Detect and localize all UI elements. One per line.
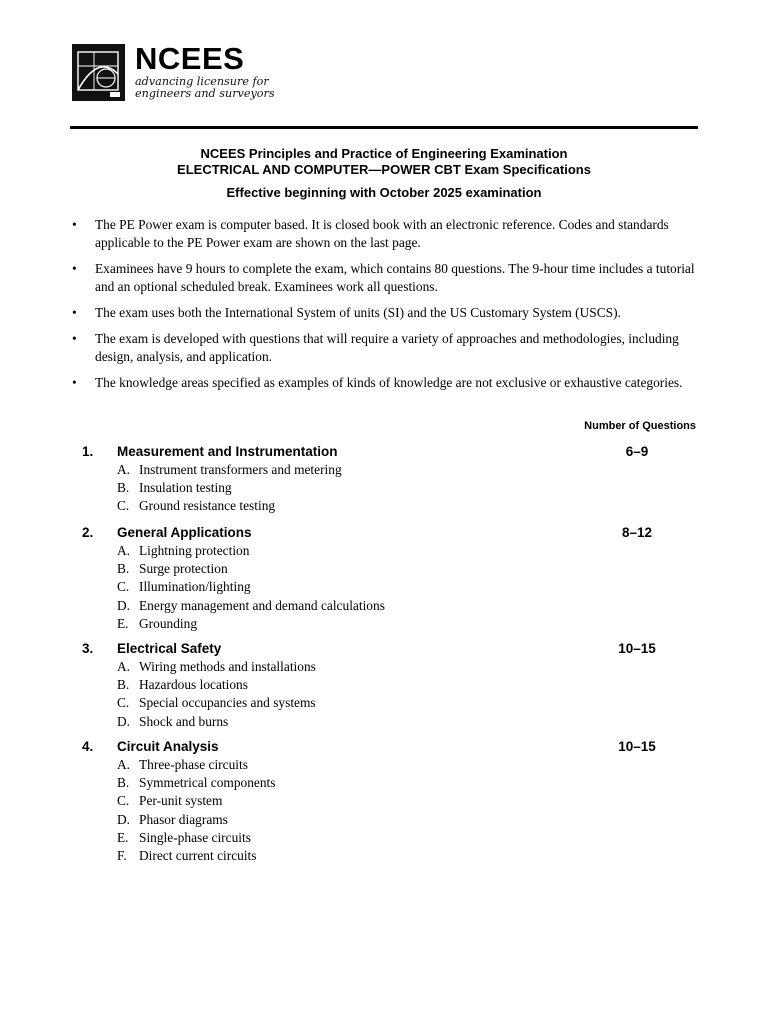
bullet-text: The knowledge areas specified as examples of kinds of knowledge are not exclusive or exhaustive categories.: [95, 375, 683, 390]
list-item: [82, 792, 698, 810]
bullet-text: The exam is developed with questions that will require a variety of approaches and methodologies, including design, analysis, and application.: [95, 331, 679, 364]
item-text: Insulation testing: [139, 480, 232, 496]
bullet-text: The PE Power exam is computer based. It is closed book with an electronic reference. Codes and standards applicable to the PE Power exam are shown on the last page.: [95, 217, 669, 250]
item-text: Energy management and demand calculations: [139, 597, 385, 613]
list-item: [82, 560, 698, 578]
item-letter: C.: [117, 498, 130, 514]
item-text: Surge protection: [139, 561, 228, 577]
bullet-item: [70, 374, 698, 392]
item-text: Ground resistance testing: [139, 498, 276, 514]
effective-date: Effective beginning with October 2025 examination: [226, 185, 542, 200]
list-item: [82, 811, 698, 829]
bullet-item: [70, 330, 698, 366]
list-item: [82, 713, 698, 731]
item-letter: D.: [117, 597, 131, 613]
bullet-marker: •: [72, 217, 77, 232]
list-item: [82, 615, 698, 633]
bullet-marker: •: [72, 331, 77, 346]
bullet-text: The exam uses both the International System of units (SI) and the US Customary System (USCS).: [95, 305, 621, 320]
list-item: [82, 676, 698, 694]
item-letter: C.: [117, 793, 130, 809]
item-text: Special occupancies and systems: [139, 695, 316, 711]
list-item: [82, 694, 698, 712]
item-letter: D.: [117, 811, 131, 827]
item-letter: E.: [117, 829, 129, 845]
item-letter: A.: [117, 757, 131, 772]
item-text: Three-phase circuits: [139, 757, 248, 772]
item-text: Hazardous locations: [139, 677, 248, 693]
item-text: Instrument transformers and metering: [139, 462, 342, 477]
section-title: General Applications: [117, 525, 252, 540]
list-item: [82, 542, 698, 560]
item-text: Single-phase circuits: [139, 829, 251, 845]
ncees-logo: [72, 41, 275, 101]
bullet-marker: •: [72, 305, 77, 320]
section-question-count: 10–15: [618, 641, 656, 656]
list-item: [82, 497, 698, 515]
item-letter: C.: [117, 579, 130, 595]
list-item: [82, 847, 698, 865]
item-text: Grounding: [139, 615, 198, 631]
item-letter: E.: [117, 615, 129, 631]
section-general-applications: [82, 524, 698, 633]
list-item: [82, 597, 698, 615]
item-text: Direct current circuits: [139, 848, 257, 864]
ncees-logo-icon: [72, 44, 125, 101]
list-item: [82, 578, 698, 596]
bullet-text: Examinees have 9 hours to complete the exam, which contains 80 questions. The 9-hour time includes a tutorial and an optional scheduled break. Examinees work all questions.: [95, 261, 695, 294]
section-circuit-analysis: [82, 738, 698, 865]
exam-title: NCEES Principles and Practice of Engineering Examination: [200, 146, 568, 161]
header-divider: [70, 126, 698, 129]
list-item: [82, 756, 698, 774]
logo-tagline-1: advancing licensure for: [135, 75, 269, 88]
item-letter: A.: [117, 462, 131, 477]
number-of-questions-header: Number of Questions: [584, 420, 696, 432]
logo-tagline-2: engineers and surveyors: [135, 87, 275, 100]
intro-bullet-list: [70, 216, 698, 400]
section-number: 1.: [82, 444, 94, 459]
logo-wordmark: NCEES: [135, 41, 245, 76]
item-text: Per-unit system: [139, 793, 223, 809]
item-letter: F.: [117, 848, 127, 864]
bullet-item: [70, 216, 698, 252]
list-item: [82, 461, 698, 479]
list-item: [82, 658, 698, 676]
section-number: 2.: [82, 525, 94, 540]
item-letter: B.: [117, 480, 130, 496]
section-electrical-safety: [82, 640, 698, 731]
exam-subtitle: ELECTRICAL AND COMPUTER—POWER CBT Exam Specifications: [177, 162, 591, 177]
item-letter: B.: [117, 775, 130, 791]
bullet-item: [70, 304, 698, 322]
list-item: [82, 829, 698, 847]
item-letter: B.: [117, 677, 130, 693]
item-text: Illumination/lighting: [139, 579, 251, 595]
item-text: Shock and burns: [139, 713, 229, 729]
item-letter: A.: [117, 659, 131, 674]
section-question-count: 8–12: [621, 525, 653, 540]
section-title: Circuit Analysis: [117, 739, 219, 754]
section-number: 3.: [82, 641, 94, 656]
bullet-marker: •: [72, 261, 77, 276]
section-number: 4.: [82, 739, 94, 754]
item-letter: C.: [117, 695, 130, 711]
section-question-count: 10–15: [618, 739, 656, 754]
section-title: Electrical Safety: [117, 641, 222, 656]
item-text: Phasor diagrams: [139, 811, 228, 827]
item-text: Wiring methods and installations: [139, 659, 316, 674]
section-measurement: [82, 443, 698, 516]
bullet-marker: •: [72, 375, 77, 390]
section-question-count: 6–9: [625, 444, 649, 459]
item-text: Symmetrical components: [139, 775, 276, 791]
section-title: Measurement and Instrumentation: [117, 444, 338, 459]
bullet-item: [70, 260, 698, 296]
item-letter: D.: [117, 713, 131, 729]
list-item: [82, 774, 698, 792]
item-text: Lightning protection: [139, 543, 250, 558]
item-letter: B.: [117, 561, 130, 577]
item-letter: A.: [117, 543, 131, 558]
list-item: [82, 479, 698, 497]
